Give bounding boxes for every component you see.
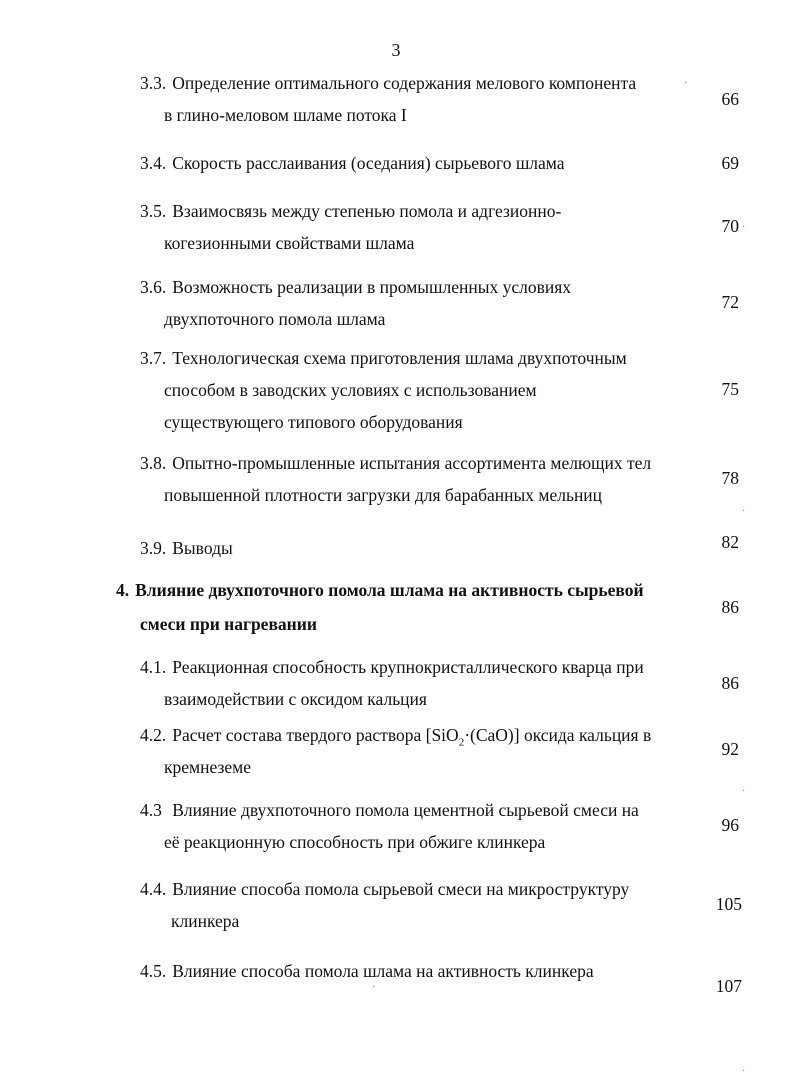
entry-line: 3.3. Определение оптимального содержания мелового компонента xyxy=(140,73,637,93)
entry-line: 4.1. Реакционная способность крупнокристаллического кварца при xyxy=(140,657,644,677)
entry-line: 4.4. Влияние способа помола сырьевой смеси на микроструктуру xyxy=(140,879,630,899)
entry-line: 3.8. Опытно-промышленные испытания ассортимента мелющих тел xyxy=(140,453,652,473)
entry-line: её реакционную способность при обжиге клинкера xyxy=(164,832,546,852)
entry-page: 82 xyxy=(721,532,739,552)
entry-page: 72 xyxy=(721,292,739,312)
scan-speck: · xyxy=(742,222,746,233)
scan-speck: · xyxy=(372,982,376,993)
entry-page: 86 xyxy=(721,673,739,693)
entry-line: 3.4. Скорость расслаивания (оседания) сырьевого шлама xyxy=(140,153,565,173)
entry-line: клинкера xyxy=(171,911,240,931)
entry-line: существующего типового оборудования xyxy=(164,412,463,432)
entry-line: когезионными свойствами шлама xyxy=(164,233,415,253)
entry-line: 4.2. Расчет состава твердого раствора [SiO$_2$·(CaO)] оксида кальция в xyxy=(140,725,652,749)
entry-page: 70 xyxy=(721,216,739,236)
entry-line: 3.7. Технологическая схема приготовления шлама двухпоточным xyxy=(140,348,627,368)
entry-line: двухпоточного помола шлама xyxy=(164,309,386,329)
entry-page: 78 xyxy=(721,468,739,488)
entry-line: 3.6. Возможность реализации в промышленных условиях xyxy=(140,277,572,297)
entry-line: 4.5. Влияние способа помола шлама на активность клинкера xyxy=(140,961,594,981)
entry-line: кремнеземе xyxy=(164,757,251,777)
scan-speck: · xyxy=(742,1066,746,1077)
entry-line: в глино-меловом шламе потока I xyxy=(164,105,407,125)
entry-page: 107 xyxy=(715,976,742,996)
entry-line: 4.3 Влияние двухпоточного помола цементной сырьевой смеси на xyxy=(140,800,639,820)
entry-line: взаимодействии с оксидом кальция xyxy=(164,689,427,709)
entry-line: 4. Влияние двухпоточного помола шлама на активность сырьевой xyxy=(116,580,644,600)
entry-page: 69 xyxy=(721,153,739,173)
entry-page: 92 xyxy=(721,739,739,759)
entry-page: 86 xyxy=(721,597,739,617)
entry-line: 3.5. Взаимосвязь между степенью помола и адгезионно- xyxy=(140,201,562,221)
scan-speck: · xyxy=(684,78,688,89)
scan-speck: · xyxy=(742,786,746,797)
entry-line: 3.9. Выводы xyxy=(140,538,233,558)
entry-line: способом в заводских условиях с использованием xyxy=(164,380,537,400)
entry-line: повышенной плотности загрузки для барабанных мельниц xyxy=(164,485,603,505)
entry-page: 66 xyxy=(721,89,739,109)
scan-speck: · xyxy=(742,506,746,517)
page-number: 3 xyxy=(391,40,401,60)
entry-page: 105 xyxy=(715,894,742,914)
entry-page: 75 xyxy=(721,379,739,399)
entry-line: смеси при нагревании xyxy=(140,614,317,634)
entry-page: 96 xyxy=(721,815,739,835)
